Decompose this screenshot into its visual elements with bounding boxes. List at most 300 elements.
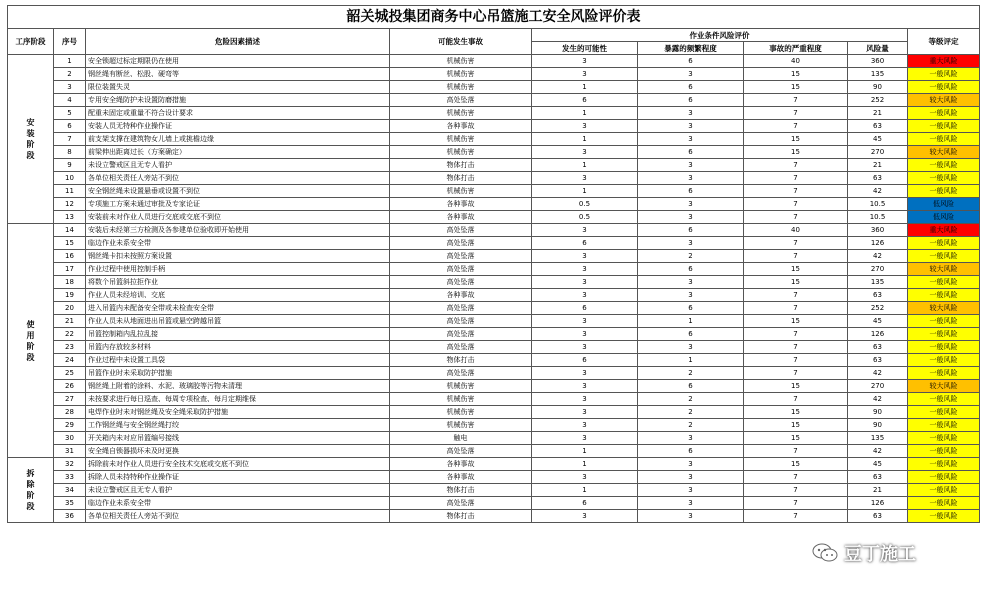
row-number: 33	[54, 471, 86, 484]
risk-level-badge: 一般风险	[908, 68, 980, 81]
header-eval-group: 作业条件风险评价	[532, 29, 908, 42]
likelihood-value: 3	[532, 380, 638, 393]
possible-accident: 高处坠落	[390, 250, 532, 263]
severity-value: 7	[744, 367, 848, 380]
exposure-value: 3	[638, 497, 744, 510]
likelihood-value: 6	[532, 237, 638, 250]
table-row	[8, 120, 980, 133]
severity-value: 15	[744, 276, 848, 289]
hazard-description: 未设立警戒区且无专人看护	[86, 159, 390, 172]
risk-value: 21	[848, 107, 908, 120]
risk-value: 135	[848, 276, 908, 289]
likelihood-value: 1	[532, 133, 638, 146]
risk-value: 42	[848, 250, 908, 263]
hazard-description: 各单位相关责任人旁站不到位	[86, 172, 390, 185]
likelihood-value: 1	[532, 484, 638, 497]
risk-value: 270	[848, 146, 908, 159]
severity-value: 15	[744, 432, 848, 445]
likelihood-value: 3	[532, 224, 638, 237]
row-number: 28	[54, 406, 86, 419]
table-row	[8, 289, 980, 302]
hazard-description: 作业过程中使用控制手柄	[86, 263, 390, 276]
row-number: 26	[54, 380, 86, 393]
risk-value: 21	[848, 484, 908, 497]
table-row	[8, 497, 980, 510]
likelihood-value: 1	[532, 185, 638, 198]
severity-value: 7	[744, 445, 848, 458]
hazard-description: 作业过程中未设置工具袋	[86, 354, 390, 367]
table-row	[8, 471, 980, 484]
hazard-description: 拆除人员未持特种作业操作证	[86, 471, 390, 484]
possible-accident: 机械伤害	[390, 55, 532, 68]
possible-accident: 物体打击	[390, 354, 532, 367]
hazard-description: 吊篮作业时未采取防护措施	[86, 367, 390, 380]
possible-accident: 机械伤害	[390, 406, 532, 419]
exposure-value: 3	[638, 172, 744, 185]
hazard-description: 未按要求进行每日巡查、每周专项检查、每月定期维保	[86, 393, 390, 406]
risk-level-badge: 一般风险	[908, 159, 980, 172]
possible-accident: 高处坠落	[390, 445, 532, 458]
stage-cell	[8, 55, 54, 224]
row-number: 4	[54, 94, 86, 107]
possible-accident: 高处坠落	[390, 237, 532, 250]
risk-level-badge: 较大风险	[908, 380, 980, 393]
possible-accident: 机械伤害	[390, 81, 532, 94]
stage-label: 拆除阶段	[26, 469, 35, 511]
likelihood-value: 3	[532, 328, 638, 341]
row-number: 14	[54, 224, 86, 237]
risk-level-badge: 一般风险	[908, 81, 980, 94]
risk-level-badge: 一般风险	[908, 393, 980, 406]
hazard-description: 安全钢丝绳未设置悬垂或设置不到位	[86, 185, 390, 198]
table-row	[8, 185, 980, 198]
hazard-description: 限位装置失灵	[86, 81, 390, 94]
severity-value: 15	[744, 263, 848, 276]
exposure-value: 3	[638, 471, 744, 484]
hazard-description: 安装前未对作业人员进行交底或交底不到位	[86, 211, 390, 224]
severity-value: 15	[744, 458, 848, 471]
exposure-value: 6	[638, 263, 744, 276]
risk-value: 10.5	[848, 198, 908, 211]
exposure-value: 6	[638, 224, 744, 237]
possible-accident: 触电	[390, 432, 532, 445]
exposure-value: 3	[638, 198, 744, 211]
exposure-value: 3	[638, 133, 744, 146]
risk-level-badge: 较大风险	[908, 94, 980, 107]
risk-level-badge: 一般风险	[908, 367, 980, 380]
hazard-description: 前支架支撑在建筑物女儿墙上或挑檐边缘	[86, 133, 390, 146]
severity-value: 7	[744, 107, 848, 120]
exposure-value: 3	[638, 432, 744, 445]
exposure-value: 3	[638, 120, 744, 133]
exposure-value: 6	[638, 81, 744, 94]
table-row	[8, 315, 980, 328]
risk-value: 126	[848, 328, 908, 341]
likelihood-value: 3	[532, 432, 638, 445]
exposure-value: 2	[638, 393, 744, 406]
severity-value: 15	[744, 315, 848, 328]
likelihood-value: 0.5	[532, 198, 638, 211]
risk-value: 252	[848, 94, 908, 107]
risk-level-badge: 一般风险	[908, 237, 980, 250]
row-number: 5	[54, 107, 86, 120]
exposure-value: 3	[638, 68, 744, 81]
possible-accident: 物体打击	[390, 159, 532, 172]
hazard-description: 钢丝绳卡扣未按照方案设置	[86, 250, 390, 263]
risk-value: 42	[848, 393, 908, 406]
risk-level-badge: 较大风险	[908, 302, 980, 315]
header-level: 等级评定	[908, 29, 980, 55]
possible-accident: 高处坠落	[390, 367, 532, 380]
table-row	[8, 55, 980, 68]
possible-accident: 高处坠落	[390, 276, 532, 289]
severity-value: 15	[744, 68, 848, 81]
row-number: 17	[54, 263, 86, 276]
hazard-description: 吊篮内存放较多材料	[86, 341, 390, 354]
row-number: 27	[54, 393, 86, 406]
severity-value: 15	[744, 406, 848, 419]
risk-level-badge: 一般风险	[908, 406, 980, 419]
table-row	[8, 432, 980, 445]
exposure-value: 2	[638, 250, 744, 263]
likelihood-value: 1	[532, 159, 638, 172]
risk-level-badge: 较大风险	[908, 263, 980, 276]
severity-value: 7	[744, 185, 848, 198]
risk-value: 63	[848, 120, 908, 133]
likelihood-value: 3	[532, 289, 638, 302]
likelihood-value: 1	[532, 445, 638, 458]
severity-value: 7	[744, 237, 848, 250]
risk-level-badge: 一般风险	[908, 250, 980, 263]
risk-level-badge: 一般风险	[908, 484, 980, 497]
risk-table	[7, 5, 980, 523]
risk-value: 90	[848, 419, 908, 432]
risk-level-badge: 一般风险	[908, 458, 980, 471]
hazard-description: 拆除前未对作业人员进行安全技术交底或交底不到位	[86, 458, 390, 471]
row-number: 23	[54, 341, 86, 354]
exposure-value: 6	[638, 302, 744, 315]
severity-value: 40	[744, 224, 848, 237]
exposure-value: 2	[638, 419, 744, 432]
risk-level-badge: 一般风险	[908, 419, 980, 432]
severity-value: 15	[744, 380, 848, 393]
exposure-value: 3	[638, 237, 744, 250]
risk-level-badge: 一般风险	[908, 354, 980, 367]
table-row	[8, 458, 980, 471]
likelihood-value: 3	[532, 406, 638, 419]
table-row	[8, 172, 980, 185]
severity-value: 15	[744, 81, 848, 94]
table-row	[8, 276, 980, 289]
exposure-value: 3	[638, 289, 744, 302]
severity-value: 7	[744, 393, 848, 406]
risk-level-badge: 低风险	[908, 211, 980, 224]
likelihood-value: 3	[532, 341, 638, 354]
row-number: 32	[54, 458, 86, 471]
row-number: 12	[54, 198, 86, 211]
risk-level-badge: 一般风险	[908, 445, 980, 458]
exposure-value: 2	[638, 406, 744, 419]
likelihood-value: 3	[532, 419, 638, 432]
row-number: 9	[54, 159, 86, 172]
likelihood-value: 6	[532, 302, 638, 315]
table-row	[8, 302, 980, 315]
table-row	[8, 380, 980, 393]
row-number: 11	[54, 185, 86, 198]
possible-accident: 各种事故	[390, 198, 532, 211]
likelihood-value: 3	[532, 315, 638, 328]
risk-value: 360	[848, 55, 908, 68]
likelihood-value: 3	[532, 367, 638, 380]
risk-value: 10.5	[848, 211, 908, 224]
likelihood-value: 3	[532, 120, 638, 133]
likelihood-value: 3	[532, 146, 638, 159]
row-number: 6	[54, 120, 86, 133]
possible-accident: 物体打击	[390, 172, 532, 185]
risk-level-badge: 一般风险	[908, 133, 980, 146]
risk-level-badge: 重大风险	[908, 224, 980, 237]
table-row	[8, 146, 980, 159]
possible-accident: 高处坠落	[390, 497, 532, 510]
severity-value: 7	[744, 484, 848, 497]
hazard-description: 临边作业未系安全带	[86, 237, 390, 250]
risk-value: 42	[848, 185, 908, 198]
risk-value: 42	[848, 367, 908, 380]
hazard-description: 钢丝绳上附着的涂料、水泥、玻璃胶等污物未清理	[86, 380, 390, 393]
header-likelihood: 发生的可能性	[532, 42, 638, 55]
exposure-value: 2	[638, 367, 744, 380]
table-title: 韶关城投集团商务中心吊篮施工安全风险评价表	[8, 6, 980, 29]
stage-cell	[8, 224, 54, 458]
table-row	[8, 133, 980, 146]
row-number: 22	[54, 328, 86, 341]
possible-accident: 各种事故	[390, 211, 532, 224]
risk-value: 63	[848, 341, 908, 354]
risk-level-badge: 一般风险	[908, 471, 980, 484]
table-row	[8, 68, 980, 81]
severity-value: 7	[744, 510, 848, 523]
watermark	[812, 540, 916, 566]
possible-accident: 高处坠落	[390, 315, 532, 328]
table-row	[8, 393, 980, 406]
stage-cell	[8, 458, 54, 523]
risk-value: 270	[848, 263, 908, 276]
risk-value: 63	[848, 471, 908, 484]
row-number: 15	[54, 237, 86, 250]
possible-accident: 机械伤害	[390, 68, 532, 81]
possible-accident: 高处坠落	[390, 328, 532, 341]
severity-value: 7	[744, 354, 848, 367]
risk-level-badge: 一般风险	[908, 497, 980, 510]
header-hazard: 危险因素描述	[86, 29, 390, 55]
hazard-description: 开关箱内未对应吊篮编号接线	[86, 432, 390, 445]
risk-level-badge: 一般风险	[908, 328, 980, 341]
likelihood-value: 3	[532, 393, 638, 406]
exposure-value: 6	[638, 328, 744, 341]
hazard-description: 作业人员未经培训、交底	[86, 289, 390, 302]
likelihood-value: 1	[532, 107, 638, 120]
stage-label: 使用阶段	[26, 319, 35, 362]
table-row	[8, 250, 980, 263]
severity-value: 7	[744, 328, 848, 341]
risk-level-badge: 一般风险	[908, 107, 980, 120]
severity-value: 7	[744, 94, 848, 107]
likelihood-value: 1	[532, 458, 638, 471]
possible-accident: 机械伤害	[390, 380, 532, 393]
risk-value: 252	[848, 302, 908, 315]
possible-accident: 机械伤害	[390, 393, 532, 406]
exposure-value: 3	[638, 458, 744, 471]
header-severity: 事故的严重程度	[744, 42, 848, 55]
hazard-description: 电焊作业时未对钢丝绳及安全绳采取防护措施	[86, 406, 390, 419]
likelihood-value: 3	[532, 55, 638, 68]
possible-accident: 高处坠落	[390, 263, 532, 276]
severity-value: 7	[744, 302, 848, 315]
possible-accident: 高处坠落	[390, 94, 532, 107]
risk-value: 42	[848, 445, 908, 458]
row-number: 1	[54, 55, 86, 68]
row-number: 3	[54, 81, 86, 94]
exposure-value: 6	[638, 94, 744, 107]
risk-value: 126	[848, 237, 908, 250]
exposure-value: 3	[638, 484, 744, 497]
exposure-value: 3	[638, 341, 744, 354]
exposure-value: 3	[638, 510, 744, 523]
risk-level-badge: 一般风险	[908, 315, 980, 328]
hazard-description: 吊篮控制箱内乱拉乱接	[86, 328, 390, 341]
risk-value: 90	[848, 81, 908, 94]
exposure-value: 6	[638, 185, 744, 198]
severity-value: 7	[744, 198, 848, 211]
table-row	[8, 263, 980, 276]
row-number: 24	[54, 354, 86, 367]
table-row	[8, 211, 980, 224]
exposure-value: 3	[638, 107, 744, 120]
likelihood-value: 6	[532, 94, 638, 107]
hazard-description: 未设立警戒区且无专人看护	[86, 484, 390, 497]
severity-value: 40	[744, 55, 848, 68]
possible-accident: 各种事故	[390, 120, 532, 133]
hazard-description: 安全绳自锁器损坏未及时更换	[86, 445, 390, 458]
risk-level-badge: 一般风险	[908, 276, 980, 289]
hazard-description: 各单位相关责任人旁站不到位	[86, 510, 390, 523]
risk-level-badge: 一般风险	[908, 185, 980, 198]
risk-level-badge: 一般风险	[908, 510, 980, 523]
possible-accident: 各种事故	[390, 471, 532, 484]
risk-value: 90	[848, 406, 908, 419]
possible-accident: 物体打击	[390, 510, 532, 523]
row-number: 34	[54, 484, 86, 497]
hazard-description: 专用安全绳防护未设置防磨措施	[86, 94, 390, 107]
severity-value: 7	[744, 211, 848, 224]
table-row	[8, 107, 980, 120]
possible-accident: 机械伤害	[390, 419, 532, 432]
risk-table-sheet	[7, 5, 979, 523]
row-number: 29	[54, 419, 86, 432]
row-number: 30	[54, 432, 86, 445]
header-stage-label: 工序阶段	[15, 37, 46, 46]
hazard-description: 安装人员无特种作业操作证	[86, 120, 390, 133]
likelihood-value: 6	[532, 354, 638, 367]
risk-value: 135	[848, 68, 908, 81]
risk-value: 45	[848, 458, 908, 471]
table-row	[8, 406, 980, 419]
table-row	[8, 81, 980, 94]
possible-accident: 高处坠落	[390, 224, 532, 237]
risk-value: 63	[848, 510, 908, 523]
risk-level-badge: 重大风险	[908, 55, 980, 68]
table-row	[8, 510, 980, 523]
severity-value: 7	[744, 120, 848, 133]
risk-value: 126	[848, 497, 908, 510]
row-number: 35	[54, 497, 86, 510]
risk-value: 63	[848, 172, 908, 185]
row-number: 8	[54, 146, 86, 159]
severity-value: 7	[744, 289, 848, 302]
exposure-value: 6	[638, 380, 744, 393]
row-number: 18	[54, 276, 86, 289]
hazard-description: 工作钢丝绳与安全钢丝绳打绞	[86, 419, 390, 432]
possible-accident: 机械伤害	[390, 185, 532, 198]
hazard-description: 进入吊篮内未配备安全带或未检查安全带	[86, 302, 390, 315]
exposure-value: 3	[638, 211, 744, 224]
severity-value: 15	[744, 419, 848, 432]
hazard-description: 将数个吊篮斜拉拒作业	[86, 276, 390, 289]
row-number: 2	[54, 68, 86, 81]
risk-value: 135	[848, 432, 908, 445]
likelihood-value: 3	[532, 172, 638, 185]
header-stage	[8, 29, 54, 55]
risk-value: 45	[848, 315, 908, 328]
table-row	[8, 419, 980, 432]
likelihood-value: 3	[532, 68, 638, 81]
table-row	[8, 94, 980, 107]
header-no: 序号	[54, 29, 86, 55]
row-number: 20	[54, 302, 86, 315]
header-risk-value: 风险量	[848, 42, 908, 55]
risk-value: 360	[848, 224, 908, 237]
possible-accident: 物体打击	[390, 484, 532, 497]
likelihood-value: 3	[532, 276, 638, 289]
header-exposure: 暴露的频繁程度	[638, 42, 744, 55]
risk-level-badge: 一般风险	[908, 289, 980, 302]
row-number: 21	[54, 315, 86, 328]
header-accident: 可能发生事故	[390, 29, 532, 55]
risk-level-badge: 较大风险	[908, 146, 980, 159]
possible-accident: 高处坠落	[390, 341, 532, 354]
row-number: 31	[54, 445, 86, 458]
hazard-description: 钢丝绳有断丝、松股、硬弯等	[86, 68, 390, 81]
severity-value: 7	[744, 250, 848, 263]
severity-value: 7	[744, 159, 848, 172]
exposure-value: 3	[638, 159, 744, 172]
risk-value: 45	[848, 133, 908, 146]
likelihood-value: 1	[532, 81, 638, 94]
exposure-value: 6	[638, 445, 744, 458]
risk-level-badge: 一般风险	[908, 120, 980, 133]
table-row	[8, 354, 980, 367]
likelihood-value: 6	[532, 497, 638, 510]
table-row	[8, 198, 980, 211]
severity-value: 15	[744, 133, 848, 146]
hazard-description: 专项施工方案未通过审批及专家论证	[86, 198, 390, 211]
likelihood-value: 3	[532, 510, 638, 523]
likelihood-value: 3	[532, 250, 638, 263]
wechat-icon	[812, 543, 838, 563]
hazard-description: 临边作业未系安全带	[86, 497, 390, 510]
severity-value: 7	[744, 471, 848, 484]
severity-value: 7	[744, 497, 848, 510]
